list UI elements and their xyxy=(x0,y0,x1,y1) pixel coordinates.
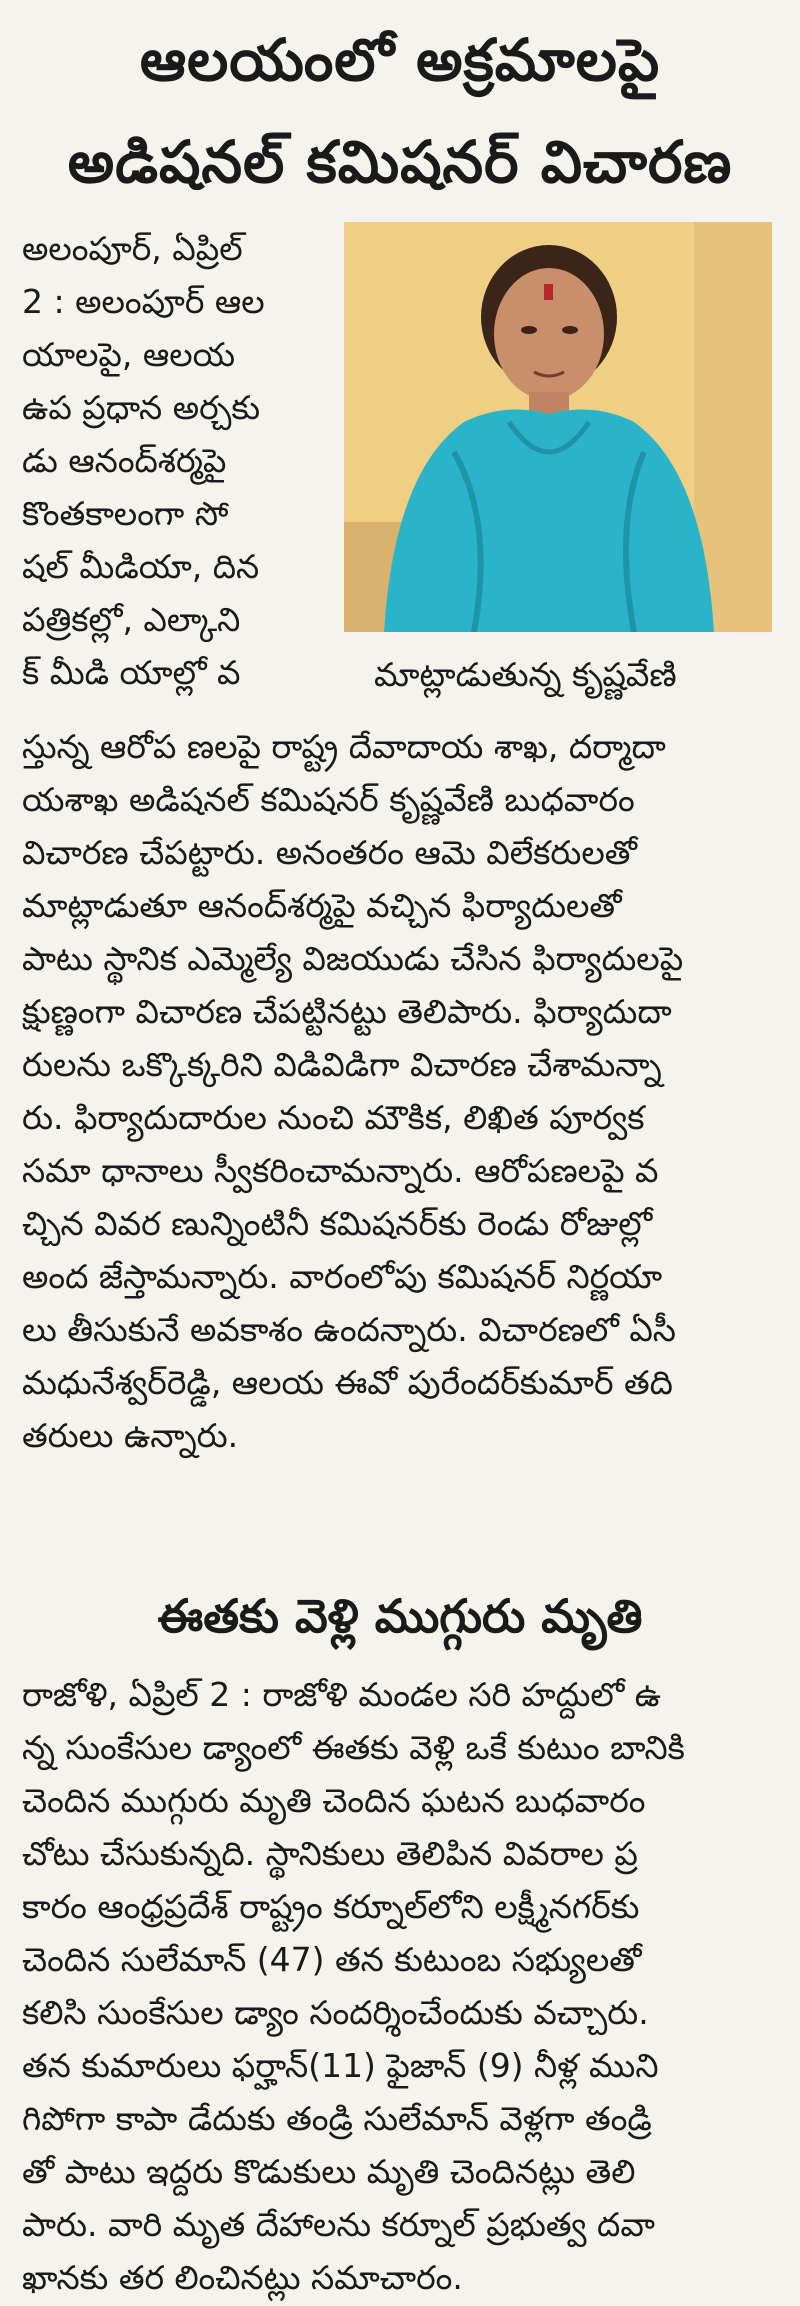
article1-line: లు తీసుకునే అవకాశం ఉందన్నారు. విచారణలో ఏసీ xyxy=(22,1310,676,1349)
article2-line: తో పాటు ఇద్దరు కొడుకులు మృతి చెందినట్లు తెలి xyxy=(22,2152,636,2191)
article1-line: క్ మీడి యాల్లో వ xyxy=(22,653,241,692)
article1-line: క్షుణ్ణంగా విచారణ చేపట్టినట్టు తెలిపారు. ఫిర్యాదుదా xyxy=(22,992,672,1031)
article1-line: పాటు స్థానిక ఎమ్మెల్యే విజయుడు చేసిన ఫిర్యాదులపై xyxy=(22,939,684,978)
article1-line: యశాఖ అడిషనల్ కమిషనర్ కృష్ణవేణి బుధవారం xyxy=(22,780,635,819)
article2-line: తన కుమారులు ఫర్హాన్(11) ఫైజాన్ (9) నీళ్ల ముని xyxy=(22,2046,659,2085)
article2-line: కలిసి సుంకేసుల డ్యాం సందర్శించేందుకు వచ్చారు. xyxy=(22,1993,649,2032)
article2-line: పారు. వారి మృత దేహాలను కర్నూల్ ప్రభుత్వ దవా xyxy=(22,2205,655,2244)
article1-line: మాట్లాడుతూ ఆనంద్‌శర్మపై వచ్చిన ఫిర్యాదులతో xyxy=(22,886,622,925)
article1-line: పత్రికల్లో, ఎల్కాని xyxy=(22,600,241,639)
article2-line: గిపోగా కాపా డేదుకు తండ్రి సులేమాన్ వెళ్లగా తండ్రి xyxy=(22,2099,652,2138)
article1-line: అలంపూర్, ఏప్రిల్ xyxy=(22,229,243,268)
article2-line: న్న సుంకేసుల డ్యాంలో ఈతకు వెళ్లి ఒకే కుటుం బానికి xyxy=(22,1728,685,1767)
article1-line: ఉప ప్రధాన అర్చకు xyxy=(22,388,261,427)
article1-line: మధునేశ్వర్‌రెడ్డి, ఆలయ ఈవో పురేందర్‌కుమార్ తది xyxy=(22,1363,673,1402)
article1-line: రు. ఫిర్యాదుదారుల నుంచి మౌకిక, లిఖిత పూర్వక xyxy=(22,1098,645,1137)
article1-line: చ్చిన వివర ణున్నింటినీ కమిషనర్‌కు రెండు రోజుల్లో xyxy=(22,1204,653,1243)
subheadline: ఈతకు వెళ్లి ముగ్గురు మృతి xyxy=(157,1589,643,1643)
headline-line-1: ఆలయంలో అక్రమాలపై xyxy=(139,26,661,94)
headline-line-2: అడిషనల్ కమిషనర్ విచారణ xyxy=(67,128,733,196)
article1-line: యాలపై, ఆలయ xyxy=(22,335,236,374)
article1-line: డు ఆనంద్‌శర్మపై xyxy=(22,441,227,480)
article1-line: సమా ధానాలు స్వీకరించామన్నారు. ఆరోపణలపై వ xyxy=(22,1151,659,1190)
article1-line: విచారణ చేపట్టారు. అనంతరం ఆమె విలేకరులతో xyxy=(22,833,637,872)
article1-line: రులను ఒక్కొక్కరిని విడివిడిగా విచారణ చేశామన్నా xyxy=(22,1045,662,1084)
article2-line: ఖానకు తర లించినట్లు సమాచారం. xyxy=(22,2258,463,2297)
article1-line: 2 : అలంపూర్ ఆల xyxy=(22,282,265,321)
article2-line: చోటు చేసుకున్నది. స్థానికులు తెలిపిన వివరాల ప్ర xyxy=(22,1834,638,1873)
article2-line: కారం ఆంధ్రప్రదేశ్ రాష్ట్రం కర్నూల్‌లోని లక్ష్మీనగర్‌కు xyxy=(22,1887,640,1926)
photo-krishnaveni xyxy=(344,222,772,632)
person-photo-illustration xyxy=(344,222,772,632)
article1-line: షల్ మీడియా, దిన xyxy=(22,547,260,586)
article2-line: రాజోళి, ఏప్రిల్ 2 : రాజోళి మండల సరి హద్దులో ఉ xyxy=(22,1675,662,1714)
article2-line: చెందిన సులేమాన్ (47) తన కుటుంబ సభ్యులతో xyxy=(22,1940,642,1979)
article1-line: స్తున్న ఆరోప ణలపై రాష్ట్ర దేవాదాయ శాఖ, దర్మాదా xyxy=(22,727,666,766)
article1-line: అంద జేస్తామన్నారు. వారంలోపు కమిషనర్ నిర్ణయా xyxy=(22,1257,663,1296)
article1-line: కొంతకాలంగా సో xyxy=(22,494,229,533)
article2-line: చెందిన ముగ్గురు మృతి చెందిన ఘటన బుధవారం xyxy=(22,1781,646,1820)
photo-caption: మాట్లాడుతున్న కృష్ణవేణి xyxy=(374,655,677,694)
article1-line: తరులు ఉన్నారు. xyxy=(22,1416,239,1455)
